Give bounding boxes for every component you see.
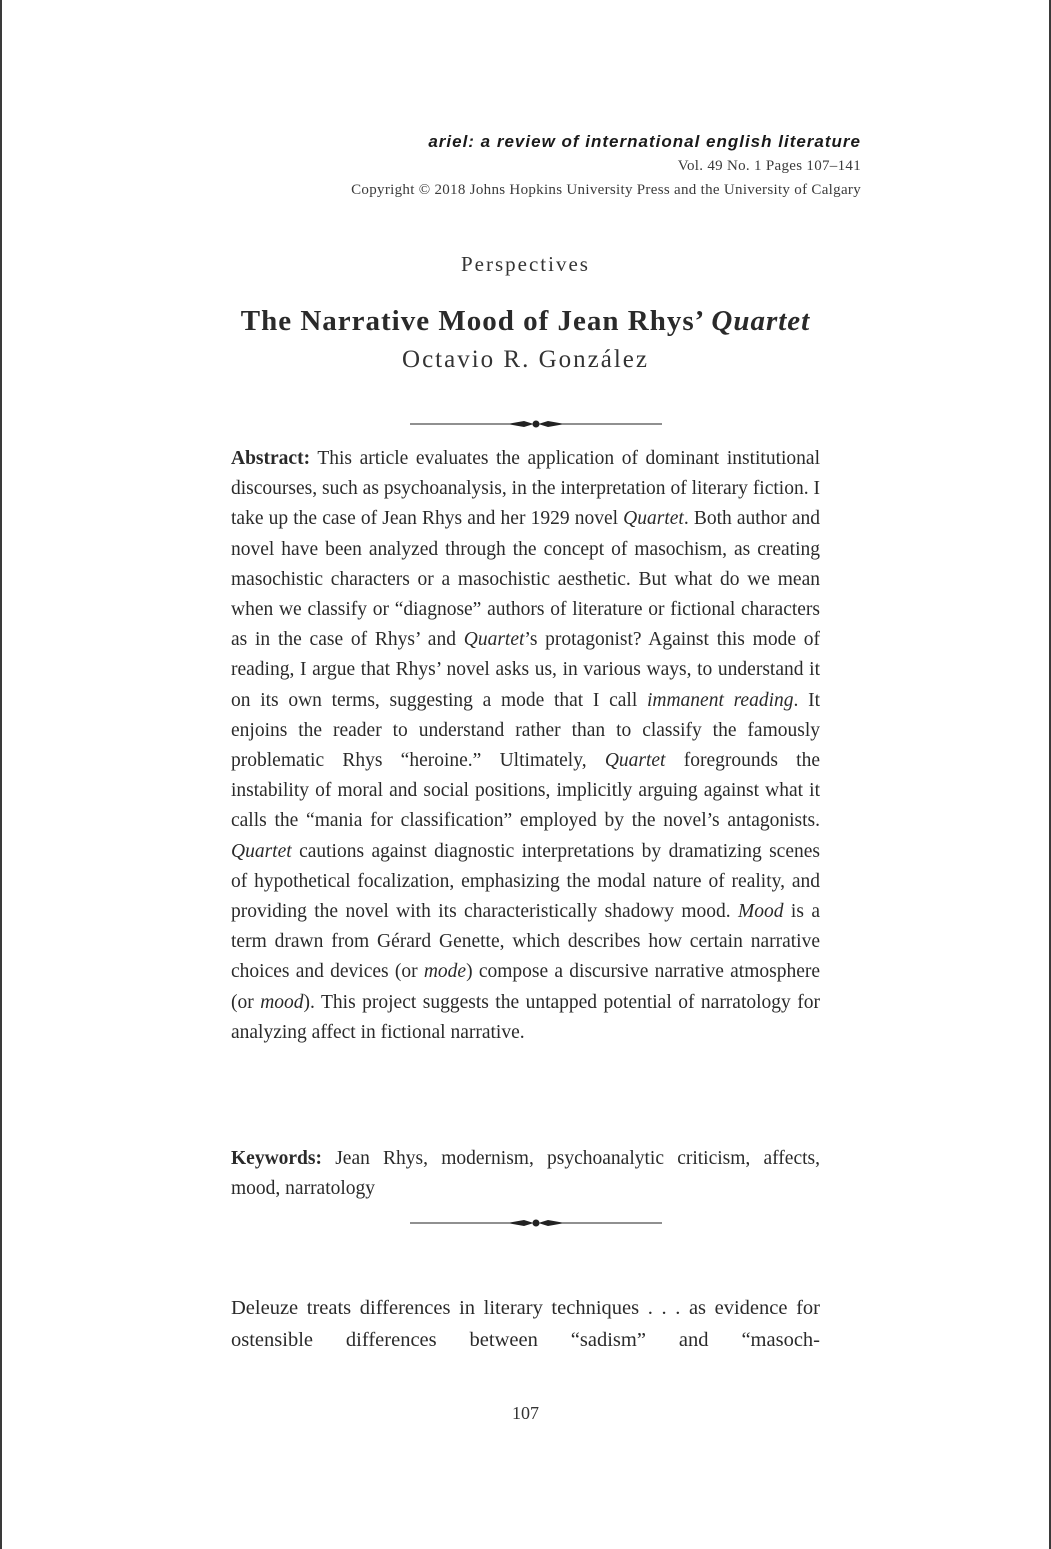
abstract-text: This article evaluates the application of dominant institutional discourses, such as psychoanalysis, in the interpretation of literary fiction. I take up the case of Jean Rhys and her 1929 novel [231,448,820,530]
copyright-line: Copyright © 2018 Johns Hopkins University Press and the University of Calgary [351,182,861,198]
volume-line: Vol. 49 No. 1 Pages 107–141 [677,158,861,174]
abstract-italic: Quartet [604,750,666,772]
abstract-text: . Both author and novel have been analyzed through the concept of masochism, as creating masochistic characters or a masochistic aesthetic. But what do we mean when we classify or “diagnose” authors of literature or fictional characters as in the case of Rhys’ and [231,508,820,651]
keywords [231,1144,820,1204]
abstract-italic: Quartet [623,508,684,530]
keywords-text: Jean Rhys, modernism, psychoanalytic criticism, affects, mood, narratology [231,1148,820,1200]
section-label: Perspectives [461,252,590,276]
abstract-text: ’s protagonist? Against this mode of reading, I argue that Rhys’ novel asks us, in various ways, to understand it on its own terms, suggesting a mode that I call [231,629,820,711]
abstract-text: is a term drawn from Gérard Genette, which describes how certain narrative choices and devices (or [231,901,820,983]
abstract [231,444,820,1048]
abstract-italic: Mood [738,901,784,923]
journal-header [351,130,861,202]
abstract-text: cautions against diagnostic interpretations by dramatizing scenes of hypothetical focalization, emphasizing the modal nature of reality, and providing the novel with its characteristically shadowy mood. [231,840,820,923]
ornament-divider-icon [410,416,662,432]
ornament-divider-icon [410,1215,662,1231]
article-title-italic: Quartet [711,305,811,337]
ornament-divider-top [410,416,662,432]
abstract-italic: mode [423,961,467,983]
article-title-main: The Narrative Mood of Jean Rhys’ [240,305,712,337]
abstract-text: ). This project suggests the untapped potential of narratology for analyzing affect in fictional narrative. [231,991,820,1043]
abstract-label: Abstract: [231,448,311,469]
abstract-text: . It enjoins the reader to understand rather than to classify the famously problematic Rhys “heroine.” Ultimately, [231,689,821,772]
article-author: Octavio R. González [402,346,649,373]
page-number: 107 [512,1403,539,1423]
abstract-italic: immanent reading [646,689,794,711]
ornament-divider-bottom [410,1215,662,1231]
body-paragraph: Deleuze treats differences in literary techniques . . . as evidence for ostensible differences between “sadism” and “masoch- [231,1297,820,1351]
keywords-label: Keywords: [231,1148,322,1169]
abstract-text: ) compose a discursive narrative atmosphere (or [231,961,821,1013]
abstract-italic: mood [260,991,304,1013]
abstract-italic: Quartet [231,840,292,862]
page-border-left [0,0,2,1549]
journal-name: ariel: a review of international english literature [428,132,861,151]
abstract-italic: Quartet [463,629,525,651]
article-title [0,305,1051,338]
abstract-text: foregrounds the instability of moral and social positions, implicitly arguing against what it calls the “mania for classification” employed by the novel’s antagonists. [231,750,820,832]
